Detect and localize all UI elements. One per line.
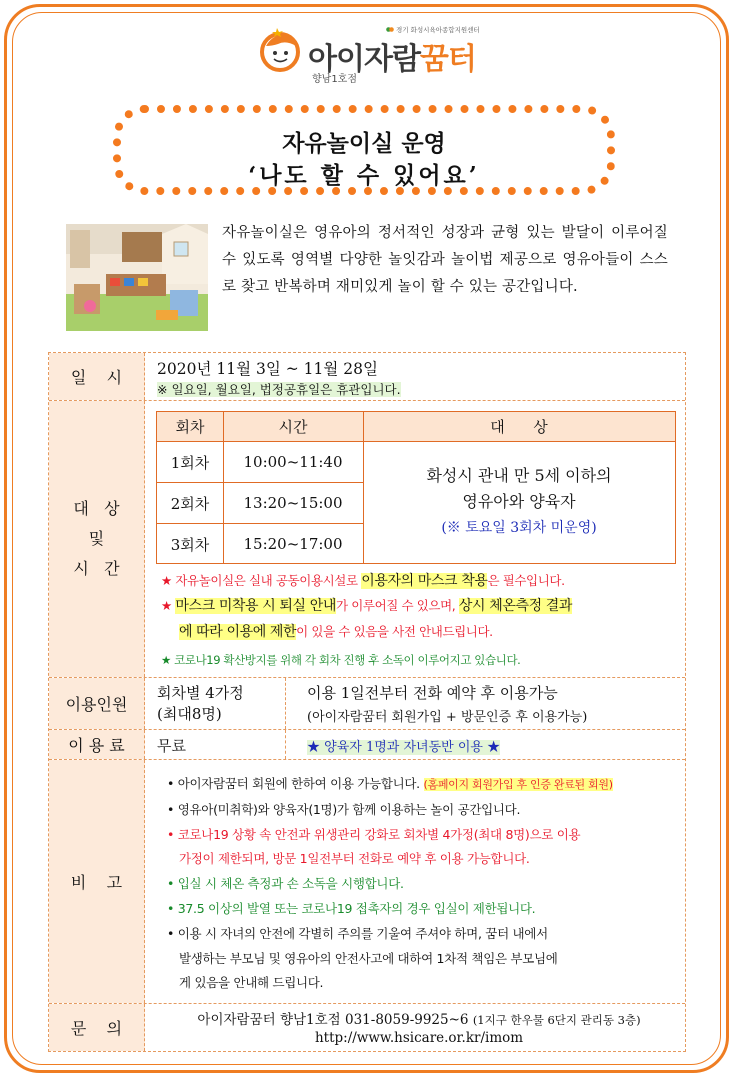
divider — [223, 412, 224, 563]
remarks-list — [167, 772, 681, 996]
contact-info: 아이자람꿈터 향남1호점 031-8059-9925~6 (1지구 한우물 6단지 관리동 3층) — [197, 1012, 641, 1028]
title-box — [113, 105, 615, 195]
closed-note: ※ 일요일, 월요일, 법정공휴일은 휴관입니다. — [157, 382, 401, 397]
capacity: 회차별 4가정 (최대8명) — [157, 684, 244, 723]
header-time: 시간 — [223, 412, 363, 442]
target-line2: 영유아와 양육자 — [462, 492, 576, 511]
divider — [285, 730, 286, 759]
target-cell — [363, 442, 675, 563]
logo-wordmark: 아이자람꿈터 — [308, 42, 476, 77]
center-name: 경기 화성시육아종합지원센터 — [386, 25, 480, 34]
fee-label: 이 용 료 — [49, 730, 145, 759]
users-row — [49, 677, 685, 729]
notice-exit: ★ 마스크 미착용 시 퇴실 안내가 이루어질 수 있으며, 상시 체온측정 결과 — [161, 598, 573, 614]
notice-mask: ★ 자유놀이실은 실내 공동이용시설로 이용자의 마스크 착용은 필수입니다. — [161, 573, 565, 589]
target-note: (※ 토요일 3회차 미운영) — [441, 520, 597, 536]
date-row — [49, 353, 685, 400]
booking-condition: (아이자람꿈터 회원가입 + 방문인증 후 이용가능) — [307, 710, 588, 725]
users-label: 이용인원 — [49, 678, 145, 729]
booking-info: 이용 1일전부터 전화 예약 후 이용가능 — [307, 684, 558, 702]
header-target: 대 상 — [363, 412, 675, 442]
intro-text: 자유놀이실은 영유아의 정서적인 성장과 균형 있는 발달이 이루어질 수 있도록 영역별 다양한 놀잇감과 놀이법 제공으로 영유아들이 스스로 찾고 반복하며 재미있게 놀이 할 수 있는 공간입니다. — [222, 225, 668, 295]
round-3: 3회차 — [170, 535, 210, 554]
header-round: 회차 — [157, 412, 223, 442]
date-label: 일 시 — [49, 353, 145, 400]
schedule-row — [49, 400, 685, 677]
contact-url[interactable]: http://www.hsicare.or.kr/imom — [314, 1030, 524, 1046]
logo — [258, 22, 498, 84]
time-3: 15:20~17:00 — [243, 535, 343, 553]
child-face-icon — [258, 28, 302, 72]
center-logo-icon — [386, 26, 394, 33]
date-cell — [157, 353, 677, 400]
list-item: • 아이자람꿈터 회원에 한하여 이용 가능합니다. (홈페이지 회원가입 후 인증 완료된 회원) — [167, 776, 613, 791]
playroom-photo — [66, 224, 208, 331]
page-title: 자유놀이실 운영 — [282, 130, 446, 157]
round-2: 2회차 — [157, 483, 223, 524]
list-item-cont: 게 있음을 안내해 드립니다. — [179, 975, 324, 991]
list-item: • 입실 시 체온 측정과 손 소독을 시행합니다. — [167, 876, 404, 892]
time-1: 10:00~11:40 — [223, 442, 363, 483]
remarks-label: 비 고 — [49, 760, 145, 1003]
logo-branch: 향남1호점 — [312, 74, 358, 85]
page-subtitle: ‘나도 할 수 있어요’ — [248, 162, 480, 189]
list-item: • 영유아(미취학)와 양육자(1명)가 함께 이용하는 놀이 공간입니다. — [167, 801, 521, 817]
list-item: • 37.5 이상의 발열 또는 코로나19 접촉자의 경우 입실이 제한됩니다. — [167, 900, 536, 916]
date-range: 2020년 11월 3일 ~ 11월 28일 — [157, 360, 378, 378]
contact-label: 문 의 — [49, 1004, 145, 1051]
fee-note: ★ 양육자 1명과 자녀동반 이용 ★ — [307, 740, 501, 755]
fee-value: 무료 — [157, 737, 186, 755]
contact-row — [49, 1003, 685, 1051]
list-item: • 이용 시 자녀의 안전에 각별히 주의를 기울여 주셔야 하며, 꿈터 내에서 — [167, 925, 548, 941]
time-2: 13:20~15:00 — [223, 483, 363, 524]
list-item-cont: 가정이 제한되며, 방문 1일전부터 전화로 예약 후 이용 가능합니다. — [179, 851, 530, 867]
divider — [285, 678, 286, 729]
list-item: • 코로나19 상황 속 안전과 위생관리 강화로 회차별 4가정(최대 8명)으로 이용 — [167, 826, 581, 842]
schedule-label: 대 상 및 시 간 — [49, 401, 145, 677]
target-line1: 화성시 관내 만 5세 이하의 — [426, 466, 612, 485]
notice-disinfect: ★ 코로나19 확산방지를 위해 각 회차 진행 후 소독이 이루어지고 있습니다. — [161, 653, 521, 667]
remarks-row — [49, 759, 685, 1003]
list-item-cont: 발생하는 부모님 및 영유아의 안전사고에 대하여 1차적 책임은 부모님에 — [179, 950, 558, 966]
notice-exit-cont: 에 따라 이용에 제한이 있을 수 있음을 사전 안내드립니다. — [179, 624, 493, 640]
schedule-table — [156, 411, 676, 564]
round-1: 1회차 — [157, 442, 223, 483]
info-table — [48, 352, 686, 1052]
fee-row — [49, 729, 685, 759]
